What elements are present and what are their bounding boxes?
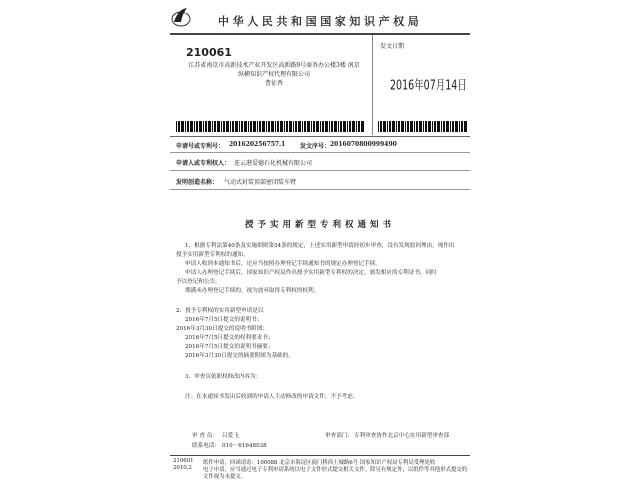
barcode-bar xyxy=(401,121,404,132)
barcode-bar xyxy=(338,121,339,132)
barcode-bar xyxy=(223,121,225,132)
footer-rule xyxy=(170,455,470,456)
barcode-bar xyxy=(239,121,240,132)
barcode-bar xyxy=(396,121,397,132)
footer-line: 电子申请，应当通过电子专利申请系统以电子文件形式提交相关文件。除另有规定外，以纸件等其他形式提交的 xyxy=(203,467,468,473)
barcode-bar xyxy=(356,121,357,132)
barcode-bar xyxy=(262,121,265,132)
barcode-bar xyxy=(325,121,328,132)
barcode xyxy=(378,121,470,132)
barcode-bar xyxy=(286,121,288,132)
department-label: 审查部门： xyxy=(325,433,353,439)
applicant: 连云港爱德石化机械有限公司 xyxy=(234,160,313,167)
divider xyxy=(170,152,470,153)
divider xyxy=(170,189,470,190)
barcode-bar xyxy=(241,121,243,132)
barcode-bar xyxy=(295,121,297,132)
barcode-bar xyxy=(387,121,388,132)
barcode-bar xyxy=(425,121,427,132)
application-no: 201620256757.1 xyxy=(229,141,286,148)
barcode-bar xyxy=(378,121,379,132)
barcode-bar xyxy=(441,121,442,132)
invention-label: 发明创造名称： xyxy=(176,179,219,186)
recipient-address xyxy=(176,61,372,88)
barcode-bar xyxy=(428,121,431,132)
notice-title: 授予实用新型专利权通知书 xyxy=(244,220,395,230)
barcode-bar xyxy=(443,121,445,132)
dispatch-date: 2016年07月14日 xyxy=(390,78,467,94)
barcode-bar xyxy=(190,121,193,132)
barcode-bar xyxy=(464,121,467,132)
barcode-bar xyxy=(302,121,303,132)
divider xyxy=(170,170,470,171)
barcode-bar xyxy=(313,121,315,132)
basis-item: 2016年3月30日提交的摘要附图为基础的。 xyxy=(185,353,294,359)
divider xyxy=(170,136,470,137)
basis-item: 2016年3月30日提交的说明书附图； xyxy=(176,326,269,332)
paragraph: 予以登记和公告。 xyxy=(176,279,221,285)
barcode-bar xyxy=(298,121,301,132)
barcode-bar xyxy=(452,121,454,132)
barcode-bar xyxy=(414,121,415,132)
barcode-bar xyxy=(398,121,400,132)
barcode-bar xyxy=(178,121,180,132)
office-name: 中华人民共和国国家知识产权局 xyxy=(218,15,423,28)
barcode-bar xyxy=(419,121,422,132)
address-line: 江苏省南京市高新技术产业开发区高新路9号商务办公楼3楼 南京 xyxy=(188,62,360,69)
barcode-bar xyxy=(268,121,270,132)
barcode-bar xyxy=(361,121,364,132)
barcode-bar xyxy=(275,121,276,132)
barcode-bar xyxy=(235,121,238,132)
dispatch-no-label: 发文序号： xyxy=(300,143,331,150)
note: 注：在本通知书发出后收到的申请人主动修改的申请文件，不予考虑。 xyxy=(185,394,359,400)
barcode-bar xyxy=(185,121,186,132)
barcode-bar xyxy=(329,121,330,132)
basis-item: 2016年7月5日提交的说明书； xyxy=(185,317,263,323)
barcode-bar xyxy=(253,121,256,132)
barcode-bar xyxy=(446,121,449,132)
barcode-bar xyxy=(203,121,204,132)
barcode-bar xyxy=(248,121,249,132)
barcode-bar xyxy=(410,121,413,132)
footer-code: 210601 xyxy=(173,458,194,464)
barcode-bar xyxy=(271,121,274,132)
barcode-bar xyxy=(250,121,252,132)
barcode-bar xyxy=(347,121,348,132)
barcode-bar xyxy=(343,121,346,132)
barcode-bar xyxy=(461,121,463,132)
barcode-bar xyxy=(383,121,386,132)
barcode-bar xyxy=(434,121,436,132)
barcode-bar xyxy=(437,121,440,132)
barcode-bar xyxy=(181,121,184,132)
dispatch-date-label: 发文日期 xyxy=(380,43,405,50)
barcode-bar xyxy=(307,121,310,132)
barcode-bar xyxy=(217,121,220,132)
item-three: 3．审查员依职权修改内容为： xyxy=(185,374,262,380)
barcode-bar xyxy=(257,121,258,132)
barcode-bar xyxy=(380,121,382,132)
barcode-bar xyxy=(214,121,216,132)
barcode-bar xyxy=(187,121,189,132)
barcode-bar xyxy=(311,121,312,132)
barcode-bar xyxy=(226,121,229,132)
barcode-bar xyxy=(389,121,391,132)
barcode-bar xyxy=(277,121,279,132)
barcode-bar xyxy=(205,121,207,132)
divider xyxy=(372,35,373,135)
barcode-bar xyxy=(230,121,231,132)
barcode-bar xyxy=(199,121,202,132)
address-line: 纵横知识产权代理有限公司 xyxy=(237,71,310,78)
barcode-bar xyxy=(212,121,213,132)
address-line: 曹征香 xyxy=(264,80,283,87)
department: 专利审查协作北京中心实用新型审查部 xyxy=(354,433,450,439)
basis-item: 2016年7月5日提交的权利要求书； xyxy=(185,335,274,341)
barcode-bar xyxy=(349,121,351,132)
barcode-bar xyxy=(194,121,195,132)
barcode-bar xyxy=(322,121,324,132)
barcode xyxy=(176,121,366,132)
paragraph: 申请人收到本通知书后，还应当按照办理登记手续通知书的规定办理登记手续。 xyxy=(185,261,381,267)
barcode-bar xyxy=(405,121,406,132)
cnipa-emblem-icon xyxy=(170,6,192,28)
barcode-bar xyxy=(284,121,285,132)
barcode-bar xyxy=(289,121,292,132)
examiner: 吕爱飞 xyxy=(222,433,239,439)
application-no-label: 申请号或专利号： xyxy=(176,143,225,150)
barcode-bar xyxy=(176,121,177,132)
barcode-bar xyxy=(316,121,319,132)
paragraph: 授予实用新型专利权的通知。 xyxy=(176,252,249,258)
postcode: 210061 xyxy=(186,46,232,59)
barcode-bar xyxy=(221,121,222,132)
barcode-bar xyxy=(208,121,211,132)
barcode-bar xyxy=(196,121,198,132)
basis-intro: 2．授予专利权的实用新型申请是以 xyxy=(176,308,264,314)
basis-item: 2016年7月5日提交的说明书摘要； xyxy=(185,344,274,350)
barcode-bar xyxy=(304,121,306,132)
barcode-bar xyxy=(455,121,458,132)
barcode-bar xyxy=(432,121,433,132)
phone: 010－61648038 xyxy=(222,443,267,449)
barcode-bar xyxy=(293,121,294,132)
barcode-bar xyxy=(266,121,267,132)
paragraph: 期满未办理登记手续的，视为放弃取得专利权的权利。 xyxy=(185,288,320,294)
applicant-label: 申请人或专利权人： xyxy=(176,160,231,167)
barcode-bar xyxy=(280,121,283,132)
phone-label: 联系电话： xyxy=(192,443,220,449)
barcode-bar xyxy=(331,121,333,132)
footer-line: 纸件申请，回函请寄：100088 北京市海淀区蓟门桥西土城路6号 国家知识产权局专利局受理处收 xyxy=(203,460,436,466)
barcode-bar xyxy=(416,121,418,132)
barcode-bar xyxy=(358,121,360,132)
examiner-label: 审 查 员： xyxy=(192,433,218,439)
barcode-bar xyxy=(232,121,234,132)
paragraph: 申请人办理登记手续后，国家知识产权局作出授予实用新型专利权的决定，颁发相应的专利证书，同时 xyxy=(185,270,437,276)
barcode-bar xyxy=(392,121,395,132)
barcode-bar xyxy=(450,121,451,132)
barcode-bar xyxy=(352,121,355,132)
barcode-bar xyxy=(459,121,460,132)
dispatch-no: 2016070800999490 xyxy=(330,141,397,148)
barcode-bar xyxy=(259,121,261,132)
barcode-bar xyxy=(423,121,424,132)
barcode-bar xyxy=(320,121,321,132)
paragraph: 1．根据专利法第40条及实施细则第54条的规定，上述实用新型申请经初步审查，没有发现驳回理由，现作出 xyxy=(185,243,455,249)
barcode-bar xyxy=(244,121,247,132)
barcode-bar xyxy=(334,121,337,132)
barcode-bar xyxy=(407,121,409,132)
barcode-bar xyxy=(340,121,342,132)
footer-line: 文件视为未提交。 xyxy=(203,474,247,480)
footer-code: 2010.2 xyxy=(173,465,192,471)
invention-title: 气动式封装顶部密闭装车臂 xyxy=(224,179,297,186)
header-rule xyxy=(170,33,470,35)
